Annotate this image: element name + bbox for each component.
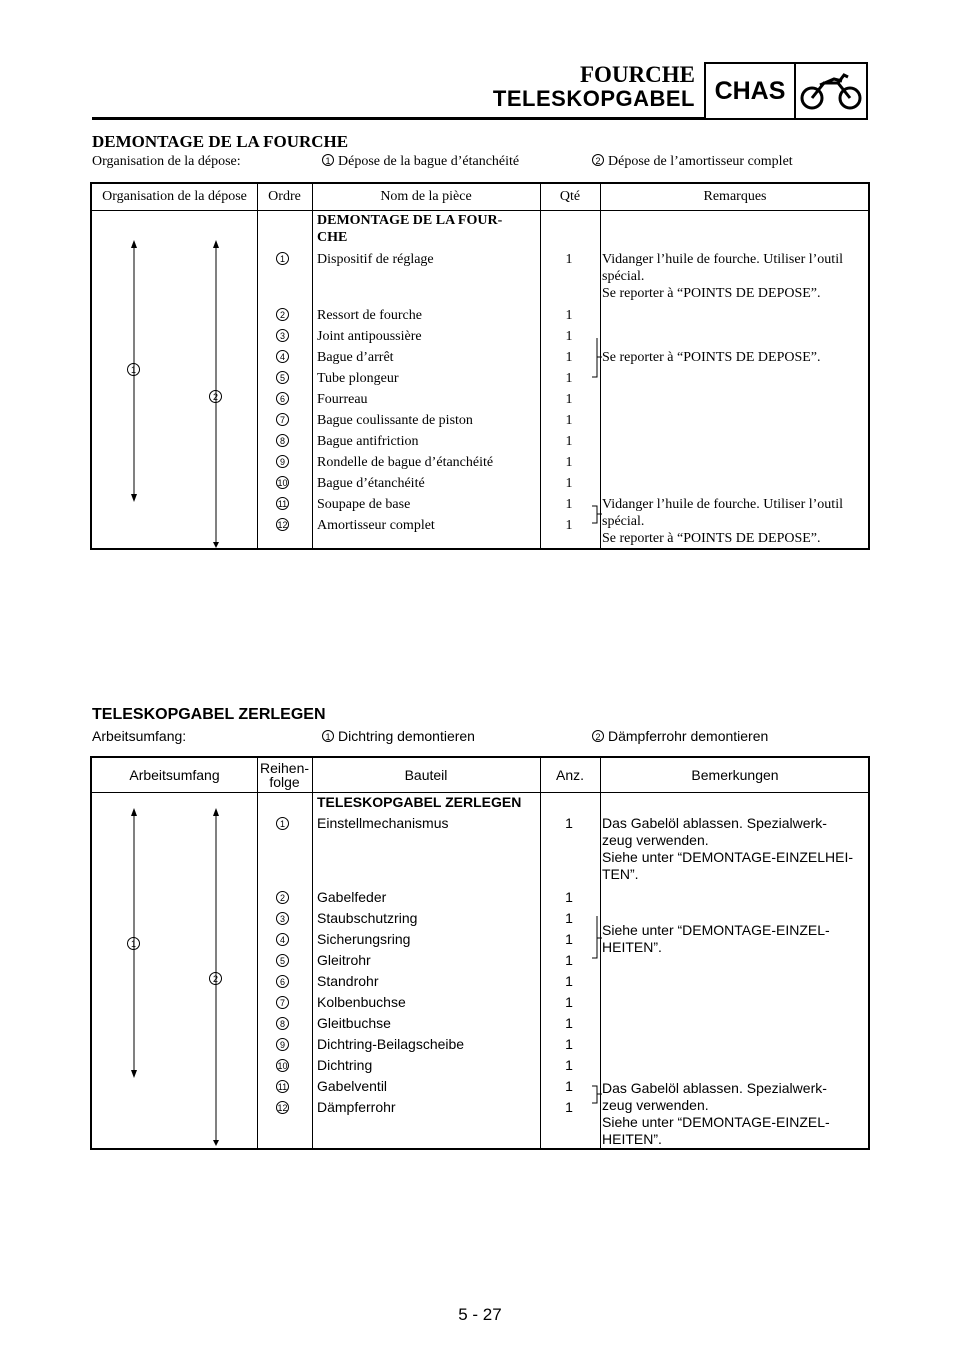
row-quantity: 1 [565, 889, 573, 905]
de-org-item-1: 1 Dichtring demontieren [322, 728, 475, 744]
de-org-item-2: 2 Dämpferrohr demontieren [592, 728, 768, 744]
de-arrow-label-2: 2 [209, 970, 226, 987]
de-remark-1: Das Gabelöl ablassen. Spezialwerk- zeug verwenden. Siehe unter “DEMONTAGE-EINZELHEI- TEN”. [602, 815, 854, 882]
row-order: 4 [257, 931, 312, 948]
row-part-name: Tube plongeur [317, 371, 399, 386]
de-arrow-label-1: 1 [127, 935, 144, 952]
row-quantity: 1 [565, 497, 573, 512]
de-col-qty: Anz. [555, 767, 584, 783]
row-order: 10 [277, 478, 288, 488]
row-quantity: 1 [565, 518, 573, 533]
de-section-title: TELESKOPGABEL ZERLEGEN [92, 706, 326, 723]
row-order: 3 [257, 910, 312, 927]
circled-number: 1 [322, 730, 334, 742]
row-part-name: Dichtring-Beilagscheibe [317, 1036, 465, 1052]
arrow-head [213, 240, 219, 248]
de-parts-table [90, 756, 870, 1150]
de-col-remarks: Bemerkungen [691, 767, 779, 783]
row-order: 12 [277, 520, 288, 530]
row-part-name: Amortisseur complet [317, 518, 435, 533]
row-part-name: Gabelfeder [317, 889, 387, 905]
arrow-head [213, 808, 219, 816]
fr-parts-table [90, 182, 870, 550]
row-quantity: 1 [565, 350, 573, 365]
row-quantity: 1 [565, 308, 573, 323]
header-title-de: TELESKOPGABEL [492, 86, 695, 111]
row-part-name: Kolbenbuchse [317, 994, 406, 1010]
de-remark-2: Siehe unter “DEMONTAGE-EINZEL- HEITEN”. [602, 922, 830, 955]
row-quantity: 1 [565, 371, 573, 386]
row-part-name: Staubschutzring [317, 910, 418, 926]
row-quantity: 1 [565, 910, 573, 926]
arrow-head [213, 1140, 219, 1146]
row-part-name: Sicherungsring [317, 931, 411, 947]
de-col-scope: Arbeitsumfang [129, 767, 220, 783]
row-quantity: 1 [565, 1099, 573, 1115]
row-quantity: 1 [565, 1036, 573, 1052]
row-quantity: 1 [565, 994, 573, 1010]
section-badge: CHAS [706, 64, 796, 118]
arrow-head [213, 542, 219, 548]
row-order: 11 [277, 1082, 288, 1092]
row-part-name: Ressort de fourche [317, 308, 422, 323]
row-quantity: 1 [565, 455, 573, 470]
row-quantity: 1 [565, 1015, 573, 1031]
arrow-head [131, 494, 137, 502]
row-part-name: Einstellmechanismus [317, 815, 449, 831]
header-title-fr: FOURCHE [580, 62, 695, 87]
fr-col-order: Ordre [268, 189, 301, 204]
fr-arrows [92, 184, 868, 548]
row-part-name: Dichtring [317, 1057, 373, 1073]
row-order: 1 [257, 815, 312, 832]
row-order: 2 [257, 889, 312, 906]
row-order: 9 [257, 454, 312, 471]
row-quantity: 1 [565, 476, 573, 491]
fr-remark-1: Vidanger l’huile de fourche. Utiliser l’outil spécial. Se reporter à “POINTS DE DEPOSE”. [602, 252, 843, 301]
page-number: 5 - 27 [458, 1305, 502, 1324]
row-order: 12 [277, 1103, 288, 1113]
section-badge-box [704, 62, 868, 120]
row-order: 6 [257, 973, 312, 990]
row-part-name: Rondelle de bague d’étanchéité [317, 455, 494, 470]
fr-col-org: Organisation de la dépose [102, 189, 247, 204]
fr-remark-3: Vidanger l’huile de fourche. Utiliser l’outil spécial. Se reporter à “POINTS DE DEPOSE”. [602, 497, 843, 546]
fr-section-row: DEMONTAGE DE LA FOUR- CHE [317, 213, 503, 245]
row-order: 6 [257, 391, 312, 408]
circled-number: 2 [592, 154, 604, 166]
row-part-name: Soupape de base [317, 497, 411, 512]
row-part-name: Bague antifriction [317, 434, 419, 449]
row-order: 7 [257, 994, 312, 1011]
arrow-head [131, 808, 137, 816]
row-quantity: 1 [565, 931, 573, 947]
row-part-name: Dämpferrohr [317, 1099, 396, 1115]
row-part-name: Bague d’étanchéité [317, 476, 425, 491]
row-part-name: Dispositif de réglage [317, 252, 434, 267]
de-col-order: Reihen- folge [259, 760, 310, 790]
row-quantity: 1 [565, 329, 573, 344]
fr-org-line [92, 154, 872, 174]
de-org-line [92, 728, 872, 748]
row-quantity: 1 [565, 1057, 573, 1073]
row-quantity: 1 [565, 952, 573, 968]
de-section-row: TELESKOPGABEL ZERLEGEN [317, 794, 522, 810]
row-order: 4 [257, 349, 312, 366]
fr-arrow-label-1: 1 [127, 362, 144, 379]
header-rule [92, 117, 704, 120]
row-part-name: Gleitbuchse [317, 1015, 391, 1031]
row-order: 5 [257, 952, 312, 969]
row-quantity: 1 [565, 1078, 573, 1094]
row-order: 5 [257, 370, 312, 387]
row-part-name: Joint antipoussière [317, 329, 422, 344]
row-order: 3 [257, 328, 312, 345]
arrow-head [131, 1070, 137, 1078]
fr-col-remarks: Remarques [703, 189, 767, 204]
row-order: 1 [257, 251, 312, 268]
arrow-head [131, 240, 137, 248]
de-arrows [92, 758, 868, 1148]
fr-org-label: Organisation de la dépose: [92, 154, 241, 169]
de-col-part: Bauteil [404, 767, 448, 783]
circled-number: 2 [592, 730, 604, 742]
row-part-name: Standrohr [317, 973, 379, 989]
row-order: 8 [257, 433, 312, 450]
fr-section-title: DEMONTAGE DE LA FOURCHE [92, 132, 349, 151]
row-quantity: 1 [565, 413, 573, 428]
row-part-name: Bague coulissante de piston [317, 413, 473, 428]
fr-org-item-1: 1 Dépose de la bague d’étanchéité [322, 154, 519, 170]
row-order: 8 [257, 1015, 312, 1032]
row-part-name: Gleitrohr [317, 952, 371, 968]
row-quantity: 1 [565, 434, 573, 449]
row-quantity: 1 [565, 252, 573, 267]
fr-col-name: Nom de la pièce [380, 189, 472, 204]
row-order: 2 [257, 307, 312, 324]
row-order: 9 [257, 1036, 312, 1053]
de-org-label: Arbeitsumfang: [92, 728, 187, 744]
motorcycle-icon [796, 64, 866, 118]
row-order: 10 [277, 1061, 288, 1071]
fr-org-item-2: 2 Dépose de l’amortisseur complet [592, 154, 793, 170]
row-order: 7 [257, 412, 312, 429]
row-quantity: 1 [565, 392, 573, 407]
row-order: 11 [277, 499, 288, 509]
fr-remark-2: Se reporter à “POINTS DE DEPOSE”. [602, 350, 821, 365]
row-part-name: Fourreau [317, 392, 368, 407]
fr-arrow-label-2: 2 [209, 389, 226, 406]
row-quantity: 1 [565, 815, 573, 831]
de-remark-3: Das Gabelöl ablassen. Spezialwerk- zeug verwenden. Siehe unter “DEMONTAGE-EINZEL- HEITEN”. [602, 1080, 830, 1147]
row-part-name: Bague d’arrêt [317, 350, 394, 365]
row-part-name: Gabelventil [317, 1078, 388, 1094]
fr-col-qty: Qté [559, 189, 581, 204]
circled-number: 1 [322, 154, 334, 166]
row-quantity: 1 [565, 973, 573, 989]
